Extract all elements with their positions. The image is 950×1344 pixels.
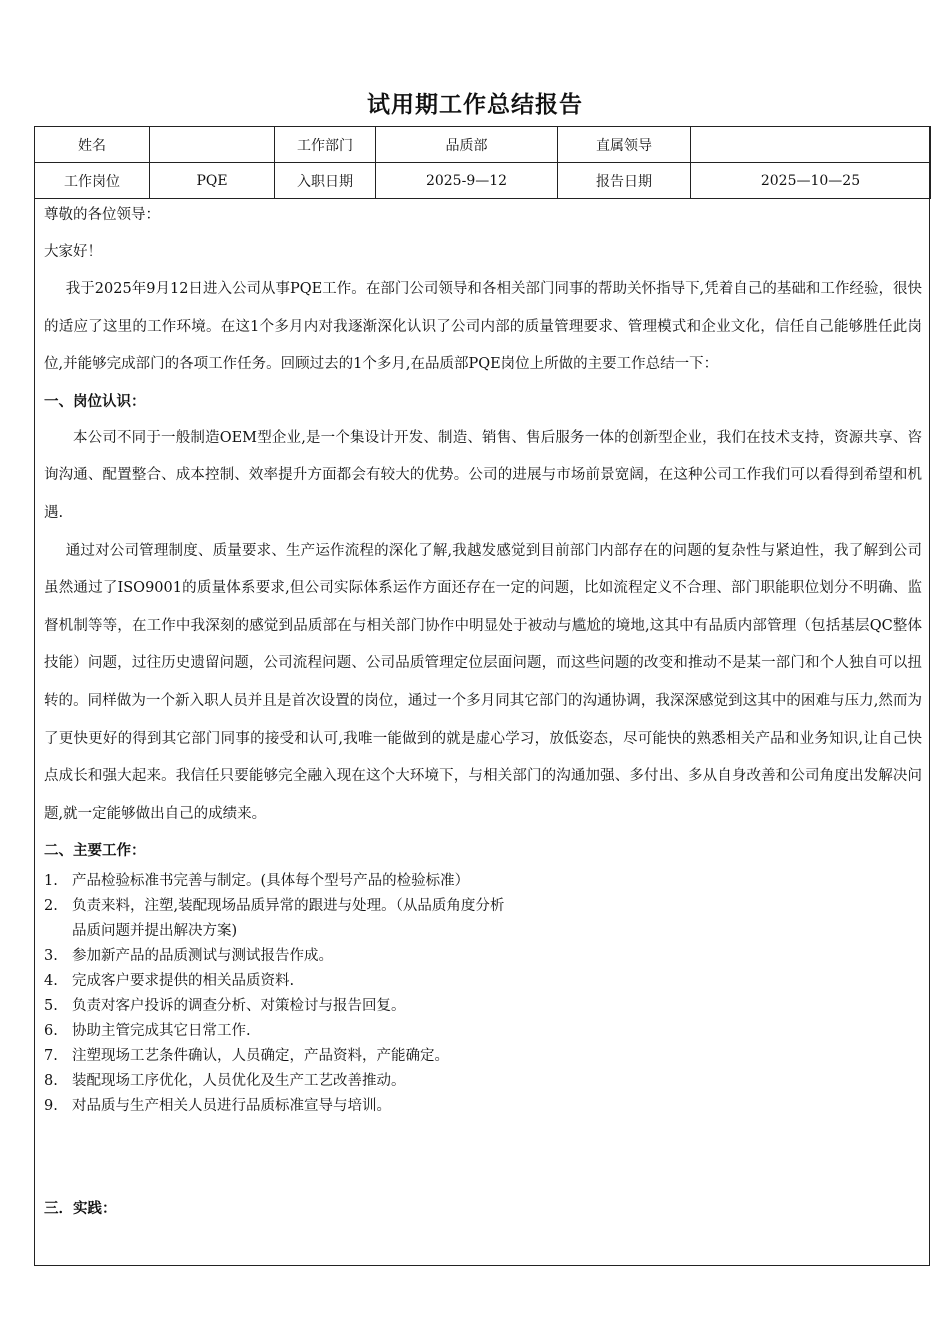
section-1-heading: 一、岗位认识： — [44, 393, 146, 410]
document-title: 试用期工作总结报告 — [367, 92, 583, 118]
section-1-paragraph-1: 本公司不同于一般制造OEM型企业,是一个集设计开发、制造、销售、售后服务一体的创新型企业，我们在技术支持，资源共享、咨询沟通、配置整合、成本控制、效率提升方面都会有较大的优势。公司的进展与市场前景宽阔，在这种公司工作我们可以看得到希望和机遇. — [44, 429, 922, 521]
label-department: 工作部门 — [275, 127, 376, 163]
info-row-1 — [35, 127, 931, 163]
greeting-leaders: 尊敬的各位领导： — [44, 207, 160, 223]
report-body — [44, 197, 922, 1227]
value-report-date: 2025—10—25 — [691, 163, 931, 199]
value-entry-date: 2025-9—12 — [376, 163, 558, 199]
list-item: 7. 注塑现场工艺条件确认，人员确定，产品资料，产能确定。 — [44, 1048, 449, 1065]
info-table — [34, 126, 931, 199]
label-report-date: 报告日期 — [558, 163, 691, 199]
section-2-heading: 二、主要工作： — [44, 843, 146, 860]
info-row-2 — [35, 163, 931, 199]
value-department: 品质部 — [376, 127, 558, 163]
value-position: PQE — [150, 163, 275, 199]
list-item: 8. 装配现场工序优化，人员优化及生产工艺改善推动。 — [44, 1073, 406, 1090]
value-supervisor — [691, 127, 931, 163]
list-item: 1. 产品检验标准书完善与制定。(具体每个型号产品的检验标准） — [44, 873, 470, 890]
section-1-paragraph-2: 通过对公司管理制度、质量要求、生产运作流程的深化了解,我越发感觉到目前部门内部存在的问题的复杂性与紧迫性，我了解到公司虽然通过了ISO9001的质量体系要求,但公司实际体系运作方面还存在一定的问题，比如流程定义不合理、部门职能职位划分不明确、监督机制等等，在工作中我深刻的感觉到品质部在与相关部门协作中明显处于被动与尴尬的境地,这其中有品质内部管理（包括基层QC整体技能）问题，过往历史遗留问题，公司流程问题、公司品质管理定位层面问题，而这些问题的改变和推动不是某一部门和个人独自可以扭转的。同样做为一个新入职人员并且是首次设置的岗位，通过一个多月同其它部门的沟通协调，我深深感觉到这其中的困难与压力,然而为了更快更好的得到其它部门同事的接受和认可,我唯一能做到的就是虚心学习，放低姿态，尽可能快的熟悉相关产品和业务知识,让自己快点成长和强大起来。我信任只要能够完全融入现在这个大环境下，与相关部门的沟通加强、多付出、多从自身改善和公司角度出发解决问题,就一定能够做出自己的成绩来。 — [44, 542, 922, 822]
list-item: 6. 协助主管完成其它日常工作. — [44, 1023, 251, 1040]
section-3-heading: 三．实践： — [44, 1201, 117, 1218]
label-supervisor: 直属领导 — [558, 127, 691, 163]
work-list — [44, 869, 514, 1119]
list-item: 2. 负责来料，注塑,装配现场品质异常的跟进与处理。（从品质角度分析品质问题并提出解决方案) — [44, 898, 505, 940]
list-item: 3. 参加新产品的品质测试与测试报告作成。 — [44, 948, 333, 965]
value-name — [150, 127, 275, 163]
label-entry-date: 入职日期 — [275, 163, 376, 199]
greeting-all: 大家好！ — [44, 244, 102, 260]
list-item: 5. 负责对客户投诉的调查分析、对策检讨与报告回复。 — [44, 998, 406, 1015]
label-position: 工作岗位 — [35, 163, 150, 199]
intro-paragraph: 我于2025年9月12日进入公司从事PQE工作。在部门公司领导和各相关部门同事的帮助关怀指导下,凭着自己的基础和工作经验，很快的适应了这里的工作环境。在这1个多月内对我逐渐深化认识了公司内部的质量管理要求、管理模式和企业文化，信任自己能够胜任此岗位,并能够完成部门的各项工作任务。回顾过去的1个多月,在品质部PQE岗位上所做的主要工作总结一下： — [44, 281, 922, 373]
list-item: 9. 对品质与生产相关人员进行品质标准宣导与培训。 — [44, 1098, 391, 1115]
list-item: 4. 完成客户要求提供的相关品质资料. — [44, 973, 295, 990]
label-name: 姓名 — [35, 127, 150, 163]
